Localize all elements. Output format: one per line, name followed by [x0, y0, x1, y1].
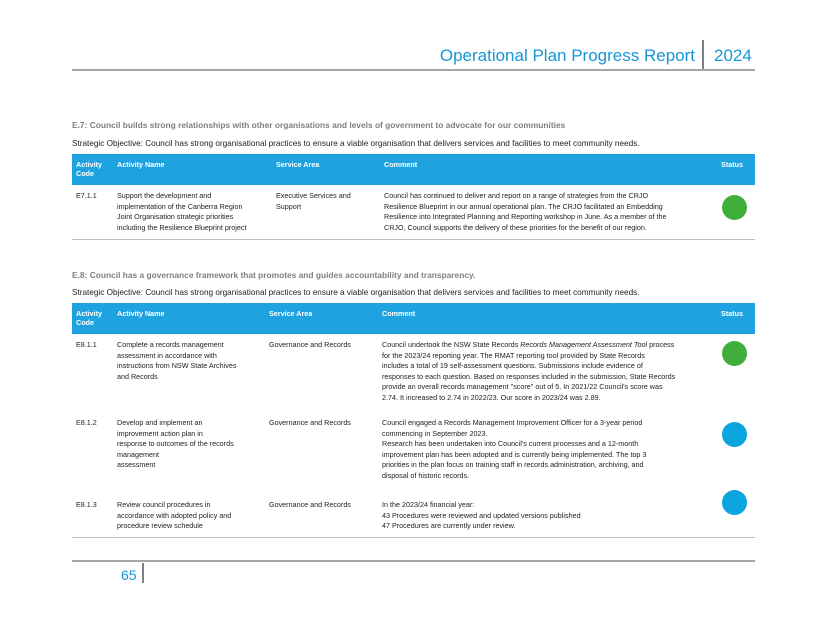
comment-line: includes a total of 19 self-assessment questions. Submissions include evidence of	[382, 361, 643, 371]
column-header-code	[76, 160, 114, 178]
service-area-line: Executive Services and	[276, 191, 351, 200]
strategic-objective-e7: Strategic Objective: Council has strong organisational practices to ensure a viable organisation that delivers services and facilities to meet community needs.	[72, 139, 640, 148]
comment-line: Council engaged a Records Management Improvement Officer for a 3-year period	[382, 418, 643, 427]
activity-table-e7	[72, 154, 755, 240]
strategic-objective-e8: Strategic Objective: Council has strong organisational practices to ensure a viable organisation that delivers services and facilities to meet community needs.	[72, 288, 640, 297]
column-header-name: Activity Name	[117, 309, 165, 318]
section-title-e8: E.8: Council has a governance framework that promotes and guides accountability and transparency.	[72, 270, 476, 280]
service-area	[276, 191, 351, 212]
activity-name	[117, 340, 236, 382]
service-area: Governance and Records	[269, 500, 351, 509]
column-header-code-line1: Activity	[76, 309, 102, 318]
status-indicator	[722, 422, 747, 447]
activity-name-line: implementation of the Canberra Region	[117, 201, 243, 211]
activity-name-line: Support the development and	[117, 191, 212, 200]
footer-rule	[72, 560, 755, 562]
page-number: 65	[121, 567, 137, 583]
column-header-code-line1: Activity	[76, 160, 102, 169]
activity-name	[117, 191, 246, 233]
column-header-service: Service Area	[269, 309, 313, 318]
activity-name	[117, 500, 231, 532]
comment	[382, 500, 581, 532]
status-indicator	[722, 341, 747, 366]
comment-line: provide an overall records management "score" out of 5. In 2021/22 Council's score was	[382, 382, 663, 392]
activity-name-line: accordance with adopted policy and	[117, 510, 232, 520]
comment	[382, 418, 646, 482]
column-header-service: Service Area	[276, 160, 320, 169]
section-title-e7: E.7: Council builds strong relationships with other organisations and levels of government to advocate for our communities	[72, 120, 566, 130]
activity-code: E7.1.1	[76, 191, 97, 200]
comment-emphasis: Records Management Assessment Tool	[520, 340, 648, 349]
table-row	[72, 494, 755, 538]
comment-line: 43 Procedures were reviewed and updated versions published	[382, 510, 581, 520]
service-area: Governance and Records	[269, 418, 351, 427]
row-divider	[72, 239, 755, 240]
activity-name-line: assessment in accordance with	[117, 350, 217, 360]
service-area: Governance and Records	[269, 340, 351, 349]
header-rule	[72, 69, 755, 71]
activity-name	[117, 418, 234, 471]
column-header-status: Status	[721, 160, 743, 169]
footer-divider	[142, 563, 144, 583]
comment-line	[382, 340, 675, 351]
status-indicator	[722, 195, 747, 220]
comment	[382, 340, 675, 404]
comment-line: responses to each question. Based on responses included in the submission, State Records	[382, 371, 676, 381]
report-year: 2024	[714, 46, 752, 65]
column-header-code-line2: Code	[76, 169, 94, 178]
activity-name-line: including the Resilience Blueprint project	[117, 222, 247, 232]
comment-line: Resilience Blueprint in our annual operational plan. The CRJO facilitated an Embedding	[384, 201, 663, 211]
column-header-comment: Comment	[384, 160, 418, 169]
activity-code: E8.1.2	[76, 418, 97, 427]
comment-line: disposal of historic records.	[382, 470, 470, 480]
column-header-comment: Comment	[382, 309, 416, 318]
comment-line: improvement plan has been adopted and is currently being implemented. The top 3	[382, 449, 647, 459]
comment-line: CRJO, Council supports the delivery of these priorities for the benefit of our region.	[384, 222, 647, 232]
column-header-name: Activity Name	[117, 160, 165, 169]
activity-name-line: Complete a records management	[117, 340, 224, 349]
comment-line: Research has been undertaken into Council's current processes and a 12-month	[382, 439, 639, 449]
column-header-status: Status	[721, 309, 743, 318]
comment-text: Council undertook the NSW State Records	[382, 340, 521, 349]
activity-name-line: response to outcomes of the records	[117, 439, 234, 449]
comment-line: Resilience into Integrated Planning and Reporting workshop in June. As a member of the	[384, 212, 667, 222]
service-area-line: Support	[276, 201, 302, 211]
activity-name-line: improvement action plan in	[117, 428, 203, 438]
activity-code: E8.1.3	[76, 500, 97, 509]
table-header	[72, 154, 755, 185]
activity-name-line: Joint Organisation strategic priorities	[117, 212, 234, 222]
activity-code: E8.1.1	[76, 340, 97, 349]
table-row	[72, 412, 755, 494]
activity-name-line: Review council procedures in	[117, 500, 211, 509]
comment-line: priorities in the plan focus on training staff in records administration, archiving, and	[382, 460, 644, 470]
report-title: Operational Plan Progress Report	[439, 46, 695, 65]
activity-name-line: and Records	[117, 371, 158, 381]
comment	[384, 191, 666, 233]
comment-line: 47 Procedures are currently under review.	[382, 521, 516, 531]
activity-table-e8	[72, 303, 755, 538]
header-divider	[702, 40, 704, 69]
activity-name-line: assessment	[117, 460, 156, 470]
comment-line: In the 2023/24 financial year:	[382, 500, 475, 509]
activity-name-line: procedure review schedule	[117, 521, 203, 531]
comment-line: 2.74. It increased to 2.74 in 2022/23. Our score in 2023/24 was 2.89.	[382, 392, 601, 402]
status-indicator	[722, 490, 747, 515]
activity-name-line: management	[117, 449, 159, 459]
comment-line: for the 2023/24 reporting year. The RMAT reporting tool provided by State Records	[382, 350, 645, 360]
page-header	[0, 40, 825, 70]
comment-line: Council has continued to deliver and report on a range of strategies from the CRJO	[384, 191, 649, 200]
row-divider	[72, 537, 755, 538]
activity-name-line: instructions from NSW State Archives	[117, 361, 237, 371]
column-header-code-line2: Code	[76, 318, 94, 327]
table-row	[72, 334, 755, 412]
comment-line: commencing in September 2023.	[382, 428, 488, 438]
table-row	[72, 185, 755, 240]
activity-name-line: Develop and implement an	[117, 418, 203, 427]
table-header	[72, 303, 755, 334]
comment-text: process	[647, 340, 675, 349]
column-header-code	[76, 309, 114, 327]
